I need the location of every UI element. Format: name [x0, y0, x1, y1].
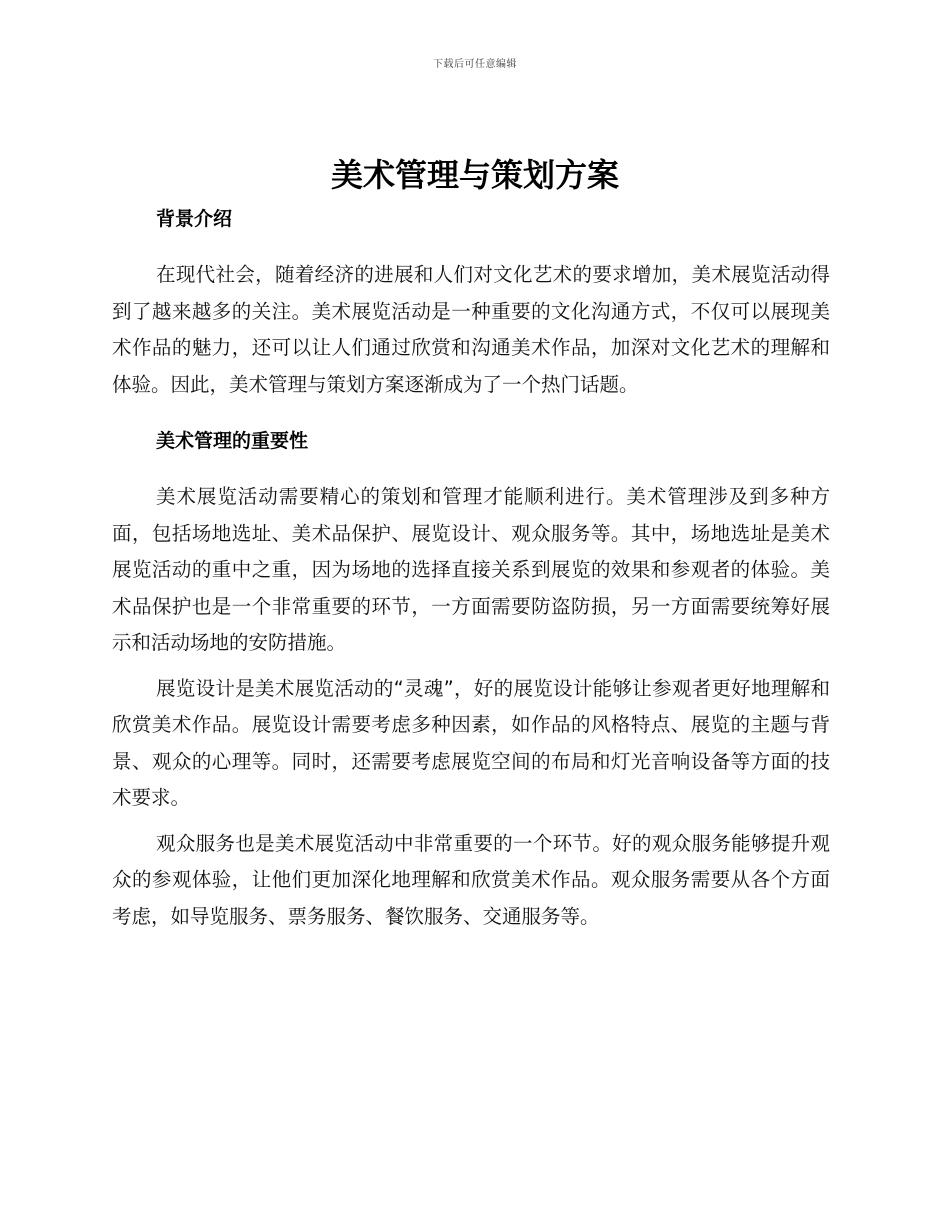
section-heading-background: 背景介绍 [156, 208, 233, 230]
paragraph-background: 在现代社会，随着经济的进展和人们对文化艺术的要求增加，美术展览活动得到了越来越多的关注。美术展览活动是一种重要的文化沟通方式，不仅可以展现美术作品的魅力，还可以让人们通过欣赏和沟通美术作品，加深对文化艺术的理解和体验。因此，美术管理与策划方案逐渐成为了一个热门话题。 [112, 263, 830, 396]
document-body [112, 203, 830, 935]
section-heading-importance: 美术管理的重要性 [156, 430, 309, 452]
paragraph-management: 美术展览活动需要精心的策划和管理才能顺利进行。美术管理涉及到多种方面，包括场地选址、美术品保护、展览设计、观众服务等。其中，场地选址是美术展览活动的重中之重，因为场地的选择直接关系到展览的效果和参观者的体验。美术品保护也是一个非常重要的环节，一方面需要防盗防损，另一方面需要统筹好展示和活动场地的安防措施。 [112, 485, 830, 654]
document-title: 美术管理与策划方案 [330, 156, 619, 194]
paragraph-audience-service: 观众服务也是美术展览活动中非常重要的一个环节。好的观众服务能够提升观众的参观体验，让他们更加深化地理解和欣赏美术作品。观众服务需要从各个方面考虑，如导览服务、票务服务、餐饮服务、交通服务等。 [112, 831, 830, 928]
paragraph-exhibition-design: 展览设计是美术展览活动的“灵魂”，好的展览设计能够让参观者更好地理解和欣赏美术作品。展览设计需要考虑多种因素，如作品的风格特点、展览的主题与背景、观众的心理等。同时，还需要考虑展览空间的布局和灯光音响设备等方面的技术要求。 [112, 676, 830, 809]
page-header: 下载后可任意编辑 [433, 59, 517, 70]
